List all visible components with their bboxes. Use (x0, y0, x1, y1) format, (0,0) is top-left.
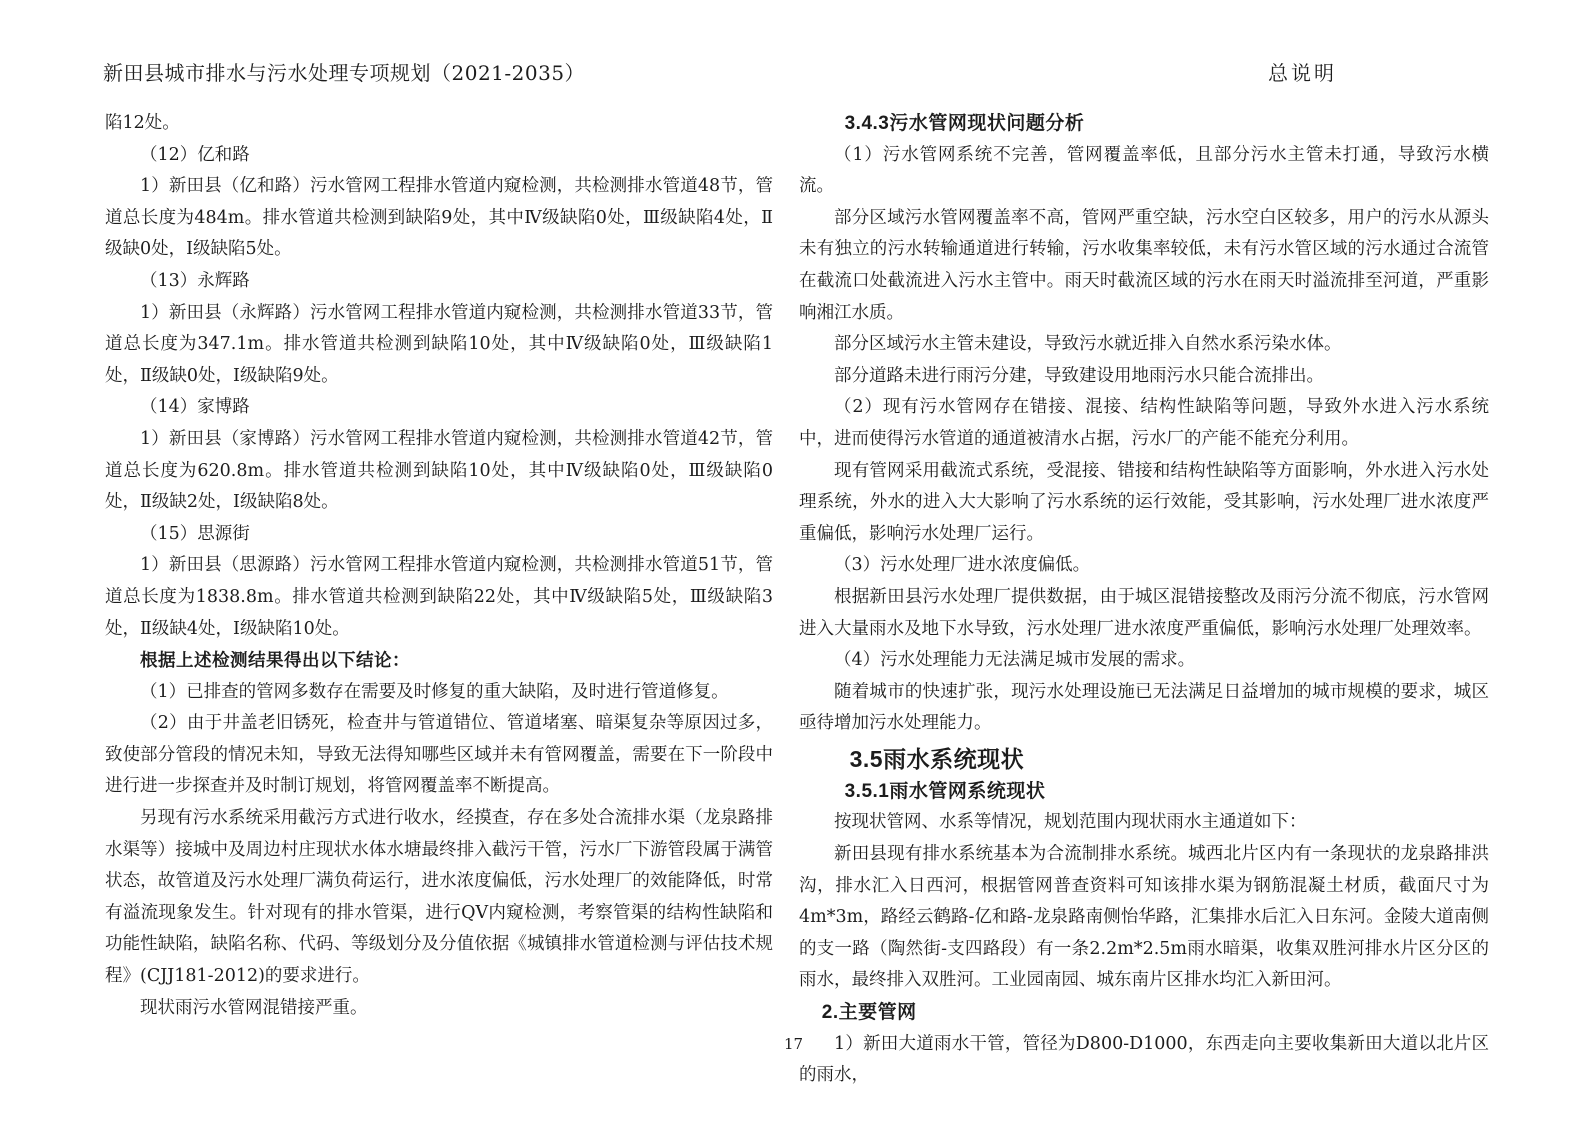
paragraph: 3.4.3污水管网现状问题分析 (844, 113, 1085, 134)
paragraph: 部分区域污水主管未建设，导致污水就近排入自然水系污染水体。 (834, 334, 1342, 355)
header-title: 新田县城市排水与污水处理专项规划（2021-2035） (103, 61, 586, 85)
paragraph: 1）新田县（永辉路）污水管网工程排水管道内窥检测，共检测排水管道33节，管道总长度为347.1m。排水管道共检测到缺陷10处，其中Ⅳ级缺陷0处，Ⅲ级缺陷1处，Ⅱ级缺0处，Ⅰ级缺陷9处。 (105, 302, 773, 386)
paragraph: （3）污水处理厂进水浓度偏低。 (834, 555, 1091, 576)
paragraph: 新田县现有排水系统基本为合流制排水系统。城西北片区内有一条现状的龙泉路排洪沟，排水汇入日西河，根据管网普查资料可知该排水渠为钢筋混凝土材质，截面尺寸为4m*3m，路经云鹤路-亿和路-龙泉路南侧怡华路，汇集排水后汇入日东河。金陵大道南侧的支一路（陶然街-支四路段）有一条2.2m*2.5m雨水暗渠，收集双胜河排水片区分区的雨水，最终排入双胜河。工业园南园、城东南片区排水均汇入新田河。 (799, 844, 1489, 991)
paragraph: 现有管网采用截流式系统，受混接、错接和结构性缺陷等方面影响，外水进入污水处理系统，外水的进入大大影响了污水系统的运行效能，受其影响，污水处理厂进水浓度严重偏低，影响污水处理厂运行。 (799, 460, 1489, 544)
paragraph: （2）现有污水管网存在错接、混接、结构性缺陷等问题，导致外水进入污水系统中，进而使得污水管道的通道被清水占据，污水厂的产能不能充分利用。 (799, 397, 1489, 449)
paragraph: 1）新田县（亿和路）污水管网工程排水管道内窥检测，共检测排水管道48节，管道总长度为484m。排水管道共检测到缺陷9处，其中Ⅳ级缺陷0处，Ⅲ级缺陷4处，Ⅱ级缺0处，Ⅰ级缺陷5处。 (105, 176, 773, 260)
paragraph: （1）已排查的管网多数存在需要及时修复的重大缺陷，及时进行管道修复。 (140, 681, 729, 702)
paragraph: （13）永辉路 (140, 270, 250, 291)
left-text-column (105, 108, 773, 1024)
paragraph: 现状雨污水管网混错接严重。 (140, 997, 368, 1018)
paragraph: （14）家博路 (140, 397, 250, 418)
paragraph: 根据上述检测结果得出以下结论： (140, 650, 410, 671)
paragraph: （12）亿和路 (140, 144, 250, 165)
paragraph: 1）新田县（家博路）污水管网工程排水管道内窥检测，共检测排水管道42节，管道总长度为620.8m。排水管道共检测到缺陷10处，其中Ⅳ级缺陷0处，Ⅲ级缺陷0处，Ⅱ级缺2处，Ⅰ级缺陷8处。 (105, 428, 773, 513)
paragraph: 1）新田大道雨水干管，管径为D800-D1000，东西走向主要收集新田大道以北片区的雨水， (799, 1033, 1489, 1086)
paragraph: 另现有污水系统采用截污方式进行收水，经摸查，存在多处合流排水渠（龙泉路排水渠等）接城中及周边村庄现状水体水塘最终排入截污干管，污水厂下游管段属于满管状态，故管道及污水处理厂满负荷运行，进水浓度偏低，污水处理厂的效能降低，时常有溢流现象发生。针对现有的排水管渠，进行QV内窥检测，考察管渠的结构性缺陷和功能性缺陷，缺陷名称、代码、等级划分及分值依据《城镇排水管道检测与评估技术规程》(CJJ181-2012)的要求进行。 (105, 808, 773, 987)
paragraph: 根据新田县污水处理厂提供数据，由于城区混错接整改及雨污分流不彻底，污水管网进入大量雨水及地下水导致，污水处理厂进水浓度严重偏低，影响污水处理厂处理效率。 (799, 586, 1489, 639)
paragraph: 按现状管网、水系等情况，规划范围内现状雨水主通道如下： (834, 812, 1307, 833)
paragraph: 2.主要管网 (821, 1002, 917, 1024)
paragraph: 陷12处。 (105, 113, 180, 133)
paragraph: （2）由于井盖老旧锈死，检查井与管道错位、管道堵塞、暗渠复杂等原因过多，致使部分管段的情况未知，导致无法得知哪些区域并未有管网覆盖，需要在下一阶段中进行进一步探查并及时制订规划，将管网覆盖率不断提高。 (105, 713, 773, 797)
paragraph: 3.5.1雨水管网系统现状 (844, 780, 1046, 802)
paragraph: 3.5雨水系统现状 (849, 745, 1025, 772)
header-section-label: 总说明 (1268, 61, 1337, 85)
paragraph: （4）污水处理能力无法满足城市发展的需求。 (834, 650, 1196, 671)
paragraph: 随着城市的快速扩张，现污水处理设施已无法满足日益增加的城市规模的要求，城区亟待增加污水处理能力。 (799, 681, 1489, 734)
paragraph: 部分区域污水管网覆盖率不高，管网严重空缺，污水空白区较多，用户的污水从源头未有独立的污水转输通道进行转输，污水收集率较低，未有污水管区域的污水通过合流管在截流口处截流进入污水主管中。雨天时截流区域的污水在雨天时溢流排至河道，严重影响湘江水质。 (799, 207, 1489, 323)
paragraph: （1）污水管网系统不完善，管网覆盖率低，且部分污水主管未打通，导致污水横流。 (799, 144, 1489, 197)
paragraph: 1）新田县（思源路）污水管网工程排水管道内窥检测，共检测排水管道51节，管道总长度为1838.8m。排水管道共检测到缺陷22处，其中Ⅳ级缺陷5处，Ⅲ级缺陷3处，Ⅱ级缺4处，Ⅰ级缺陷10处。 (105, 555, 773, 639)
paragraph: （15）思源街 (140, 523, 250, 544)
paragraph: 部分道路未进行雨污分建，导致建设用地雨污水只能合流排出。 (834, 365, 1324, 386)
page-number: 17 (783, 1035, 804, 1053)
right-text-column (799, 108, 1489, 1092)
